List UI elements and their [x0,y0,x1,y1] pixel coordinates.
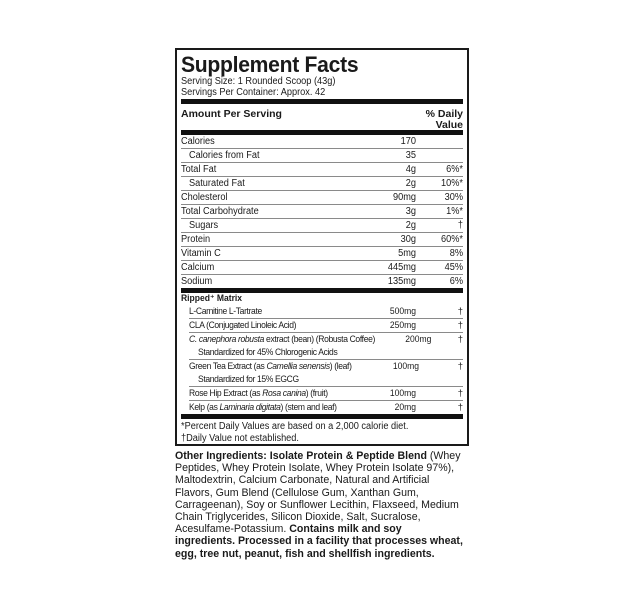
ingredient-daily-value: † [457,320,463,331]
nutrient-amount: 5mg [398,248,416,259]
nutrient-name: Calories from Fat [189,150,260,161]
ingredient-daily-value: † [457,402,463,413]
nutrient-name: Vitamin C [181,248,221,259]
column-header [181,104,463,130]
nutrient-name: Sodium [181,276,213,287]
nutrient-row [181,233,463,247]
nutrient-name: Cholesterol [181,192,228,203]
nutrient-daily-value: 10%* [441,178,463,189]
other-ingredients-body: (Whey Peptides, Whey Protein Isolate, Whey Protein Isolate 97%), Maltodextrin, Calcium Carbonate, Natural and Artificial Flavors, Gum Blend (Cellulose Gum, Xanthan Gum, Carrageenan), Soy or Sunflower Lecithin, Flaxseed, Medium Chain Triglycerides, Silicon Dioxide, Salt, Sucralose, Acesulfame-Potassium. [175,450,461,536]
servings-per-container: Servings Per Container: Approx. 42 [181,87,326,98]
matrix-ingredient-row [189,305,463,319]
ingredient-daily-value: † [457,361,463,372]
nutrient-amount: 30g [400,234,416,245]
nutrient-amount: 4g [405,164,416,175]
nutrient-name: Protein [181,234,211,245]
ingredient-name: Green Tea Extract (as Camellia senensis) (leaf) [189,361,352,372]
allergen-statement: Contains milk and soy ingredients. Processed in a facility that processes wheat, egg, tree nut, peanut, fish and shellfish ingredients. [175,523,463,560]
matrix-ingredient-row [189,333,463,346]
ingredient-amount: 500mg [389,306,416,317]
nutrient-amount: 135mg [387,276,416,287]
nutrient-amount: 2g [405,178,416,189]
footnote-percent-dv: *Percent Daily Values are based on a 2,000 calorie diet. [181,421,409,432]
ingredient-name: Rose Hip Extract (as Rosa canina) (fruit) [189,388,328,399]
matrix-table [181,305,463,414]
ingredient-name: C. canephora robusta extract (bean) (Robusta Coffee) [189,334,375,345]
nutrient-amount: 2g [405,220,416,231]
matrix-title: Ripped⁺ Matrix [181,293,243,304]
ingredient-amount: 100mg [392,361,419,372]
ingredient-name: CLA (Conjugated Linoleic Acid) [189,320,297,331]
nutrient-daily-value: † [457,220,463,231]
nutrient-daily-value: 45% [444,262,463,273]
ingredient-daily-value: † [457,306,463,317]
nutrient-amount: 3g [405,206,416,217]
nutrient-row [181,177,463,191]
matrix-ingredient-row [189,319,463,333]
nutrient-row [181,275,463,288]
ingredient-amount: 20mg [394,402,416,413]
nutrient-name: Sugars [189,220,219,231]
nutrient-name: Calcium [181,262,215,273]
nutrient-daily-value: 6% [449,276,463,287]
nutrient-row [181,191,463,205]
nutrient-table [181,135,463,288]
nutrient-row [181,219,463,233]
nutrient-row [181,135,463,149]
nutrient-name: Saturated Fat [189,178,245,189]
nutrient-row [181,205,463,219]
other-ingredients [175,450,463,560]
matrix-ingredient-row [189,360,463,373]
supplement-facts-panel [175,48,469,446]
nutrient-name: Calories [181,136,215,147]
nutrient-row [181,163,463,177]
standardization-note: Standardized for 45% Chlorogenic Acids [189,346,463,360]
matrix-ingredient-row [189,387,463,401]
nutrient-amount: 90mg [392,192,416,203]
standardization-note: Standardized for 15% EGCG [189,373,463,387]
nutrient-daily-value: 6%* [446,164,463,175]
nutrient-row [181,261,463,275]
nutrient-name: Total Carbohydrate [181,206,259,217]
nutrient-amount: 170 [400,136,416,147]
matrix-ingredient-row [189,401,463,414]
daily-value-header: % Daily Value [425,108,463,131]
nutrient-row [181,149,463,163]
nutrient-row [181,247,463,261]
ingredient-name: Kelp (as Laminaria digitata) (stem and leaf) [189,402,337,413]
nutrient-amount: 35 [405,150,416,161]
ingredient-amount: 250mg [389,320,416,331]
amount-per-serving-header: Amount Per Serving [181,108,282,120]
nutrient-daily-value: 1%* [446,206,463,217]
ingredient-name: L-Carnitine L-Tartrate [189,306,262,317]
ingredient-daily-value: † [457,388,463,399]
thick-divider [181,414,463,419]
nutrient-name: Total Fat [181,164,217,175]
ingredient-amount: 100mg [389,388,416,399]
nutrient-daily-value: 60%* [441,234,463,245]
ingredient-amount: 200mg [404,334,432,345]
serving-size: Serving Size: 1 Rounded Scoop (43g) [181,76,336,87]
panel-title: Supplement Facts [181,52,359,77]
nutrient-amount: 445mg [387,262,416,273]
nutrient-daily-value: 30% [444,192,463,203]
ingredient-daily-value: † [457,334,463,345]
footnote-dv-not-established: †Daily Value not established. [181,433,299,444]
nutrient-daily-value: 8% [449,248,463,259]
other-ingredients-lead: Other Ingredients: Isolate Protein & Peptide Blend [175,450,427,462]
